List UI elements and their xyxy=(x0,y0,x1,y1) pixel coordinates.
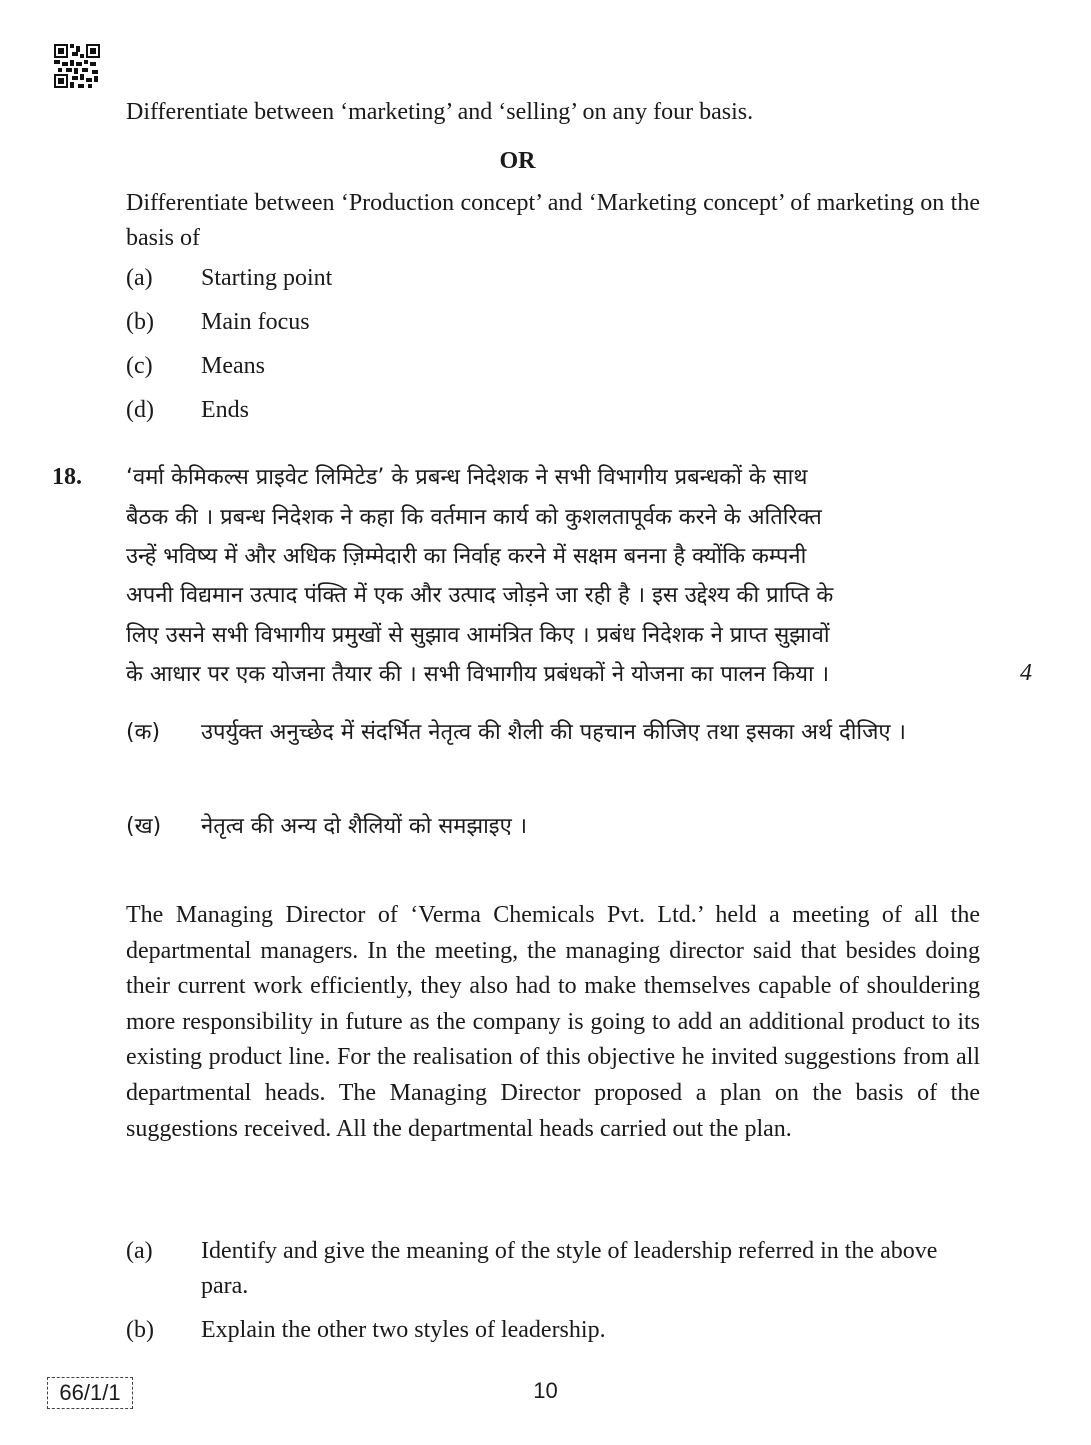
q18-hindi-line: लिए उसने सभी विभागीय प्रमुखों से सुझाव आमंत्रित किए । प्रबंध निदेशक ने प्राप्त सुझावों xyxy=(126,623,830,648)
part-text: Explain the other two styles of leadership. xyxy=(201,1317,606,1343)
qr-code-icon xyxy=(54,44,100,88)
option-text: Means xyxy=(201,353,265,379)
page-number: 10 xyxy=(533,1378,558,1403)
option-label: (c) xyxy=(126,353,153,379)
part-text: उपर्युक्त अनुच्छेद में संदर्भित नेतृत्व की शैली की पहचान कीजिए तथा इसका अर्थ दीजिए । xyxy=(201,720,906,745)
part-label: (b) xyxy=(126,1317,154,1343)
or-separator: OR xyxy=(499,148,536,174)
option-label: (a) xyxy=(126,265,153,291)
marks-label: 4 xyxy=(1020,660,1032,686)
option-text: Ends xyxy=(201,397,249,423)
q18-hindi-line: ‘वर्मा केमिकल्स प्राइवेट लिमिटेड’ के प्रबन्ध निदेशक ने सभी विभागीय प्रबन्धकों के साथ xyxy=(126,465,808,490)
option-text: Starting point xyxy=(201,265,333,291)
q18-hindi-line: बैठक की । प्रबन्ध निदेशक ने कहा कि वर्तमान कार्य को कुशलतापूर्वक करने के अतिरिक्त xyxy=(126,505,822,530)
part-text: नेतृत्व की अन्य दो शैलियों को समझाइए । xyxy=(201,814,528,839)
q17-question-text: Differentiate between ‘Production concept’ and ‘Marketing concept’ of marketing on the basis of xyxy=(126,190,980,251)
q18-hindi-line: उन्हें भविष्य में और अधिक ज़िम्मेदारी का निर्वाह करने में सक्षम बनना है क्योंकि कम्पनी xyxy=(126,544,807,569)
option-text: Main focus xyxy=(201,309,310,335)
q18-hindi-line: के आधार पर एक योजना तैयार की । सभी विभागीय प्रबंधकों ने योजना का पालन किया । xyxy=(126,662,830,687)
paper-code: 66/1/1 xyxy=(59,1380,121,1405)
part-text: Identify and give the meaning of the style of leadership referred in the above para. xyxy=(201,1238,938,1299)
q18-hindi-line: अपनी विद्यमान उत्पाद पंक्ति में एक और उत्पाद जोड़ने जा रही है । इस उद्देश्य की प्राप्ति के xyxy=(126,583,834,608)
part-label: (क) xyxy=(126,720,161,745)
part-label: (ख) xyxy=(126,814,162,839)
option-label: (d) xyxy=(126,397,154,423)
part-label: (a) xyxy=(126,1238,153,1264)
q17-intro-text: Differentiate between ‘marketing’ and ‘selling’ on any four basis. xyxy=(126,99,754,125)
option-label: (b) xyxy=(126,309,154,335)
q18-english-paragraph: The Managing Director of ‘Verma Chemicals Pvt. Ltd.’ held a meeting of all the departmental managers. In the meeting, the managing director said that besides doing their current work efficiently, they also had to make themselves capable of shouldering more responsibility in future as the company is going to add an additional product to its existing product line. For the realisation of this objective he invited suggestions from all departmental heads. The Managing Director proposed a plan on the basis of the suggestions received. All the departmental heads carried out the plan. xyxy=(126,902,980,1142)
question-number: 18. xyxy=(52,464,82,490)
